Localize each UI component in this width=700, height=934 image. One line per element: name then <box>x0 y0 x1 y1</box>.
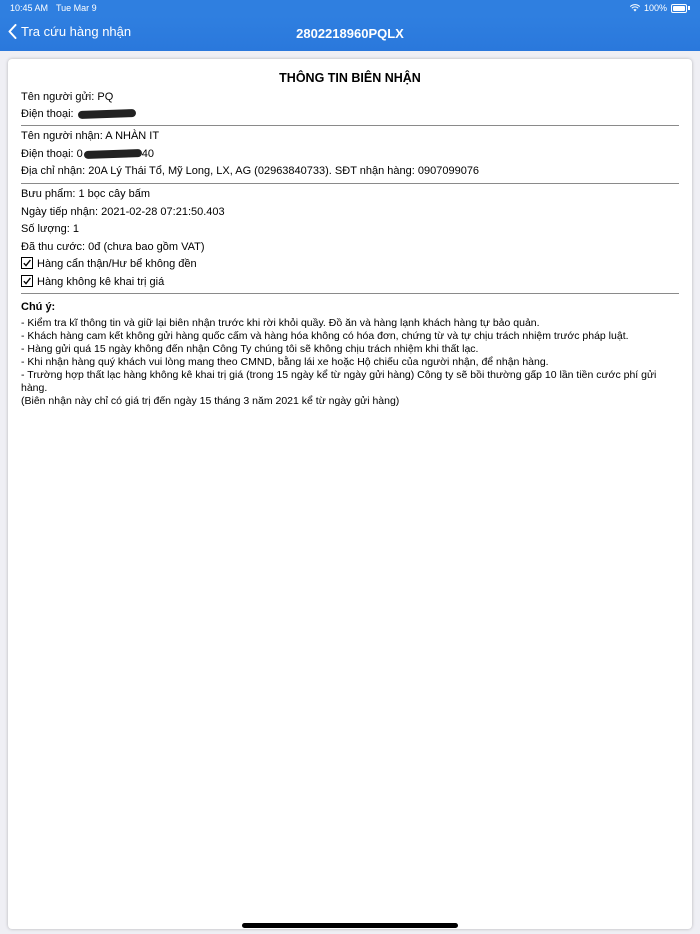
note-item: - Kiểm tra kĩ thông tin và giữ lại biên nhận trước khi rời khỏi quầy. Đồ ăn và hàng lạnh khách hàng tự bảo quản. <box>21 317 540 329</box>
sender-phone-label: Điện thoại: <box>21 108 77 120</box>
checkbox-fragile-label: Hàng cẩn thận/Hư bể không đền <box>37 258 197 270</box>
receipt-card <box>8 59 692 929</box>
navigation-bar <box>0 16 700 51</box>
status-bar <box>0 0 700 16</box>
receipt-title: THÔNG TIN BIÊN NHẬN <box>279 71 421 85</box>
sender-name: Tên người gửi: PQ <box>21 91 114 103</box>
status-time: 10:45 AM <box>10 3 49 13</box>
package-info: Bưu phẩm: 1 bọc cây bấm <box>21 188 151 200</box>
receiver-phone-suffix: 40 <box>141 148 155 160</box>
divider <box>21 183 679 184</box>
battery-percent: 100% <box>643 3 667 13</box>
checkbox-fragile[interactable] <box>21 257 33 269</box>
note-item: - Khi nhận hàng quý khách vui lòng mang theo CMND, bằng lái xe hoặc Hộ chiếu của người nhận, để nhận hàng. <box>21 356 549 368</box>
battery-icon <box>671 4 687 13</box>
received-date: Ngày tiếp nhận: 2021-02-28 07:21:50.403 <box>21 206 225 218</box>
note-item: - Hàng gửi quá 15 ngày không đến nhận Công Ty chúng tôi sẽ không chịu trách nhiệm khi thất lạc. <box>21 343 479 355</box>
status-date: Tue Mar 9 <box>56 3 97 13</box>
checkbox-fragile-row <box>21 257 197 271</box>
wifi-icon <box>630 4 640 12</box>
receiver-phone-label: Điện thoại: 0 <box>21 148 83 160</box>
redaction-mark <box>84 149 142 159</box>
checkmark-icon <box>22 258 32 268</box>
receiver-address: Địa chỉ nhận: 20A Lý Thái Tổ, Mỹ Long, LX, AG (02963840733). SĐT nhận hàng: 0907099076 <box>21 165 480 177</box>
battery-tip <box>688 6 690 10</box>
checkbox-undeclared[interactable] <box>21 275 33 287</box>
back-button-label: Tra cứu hàng nhận <box>21 24 132 39</box>
notes-list <box>21 317 679 408</box>
status-right <box>630 3 690 13</box>
note-item: - Khách hàng cam kết không gửi hàng quốc cấm và hàng hóa không có hóa đơn, chứng từ và tự chịu trách nhiệm trước pháp luật. <box>21 330 629 342</box>
divider <box>21 125 679 126</box>
receiver-phone <box>21 147 154 161</box>
checkmark-icon <box>22 276 32 286</box>
fee-collected: Đã thu cước: 0đ (chưa bao gồm VAT) <box>21 241 205 253</box>
receiver-name: Tên người nhận: A NHÀN IT <box>21 130 160 142</box>
home-indicator[interactable] <box>242 923 458 928</box>
notes-title: Chú ý: <box>21 301 56 313</box>
page-title: 2802218960PQLX <box>296 26 404 41</box>
redaction-mark <box>78 109 136 119</box>
quantity: Số lượng: 1 <box>21 223 79 235</box>
divider <box>21 293 679 294</box>
sender-phone <box>21 107 136 121</box>
note-item: - Trường hợp thất lạc hàng không kê khai trị giá (trong 15 ngày kể từ ngày gửi hàng) Công ty sẽ bồi thường gấp 10 lần tiền cước phí gửi hàng. <box>21 369 657 394</box>
checkbox-undeclared-label: Hàng không kê khai trị giá <box>37 276 165 288</box>
checkbox-undeclared-row <box>21 275 164 289</box>
note-item: (Biên nhận này chỉ có giá trị đến ngày 15 tháng 3 năm 2021 kể từ ngày gửi hàng) <box>21 395 400 407</box>
